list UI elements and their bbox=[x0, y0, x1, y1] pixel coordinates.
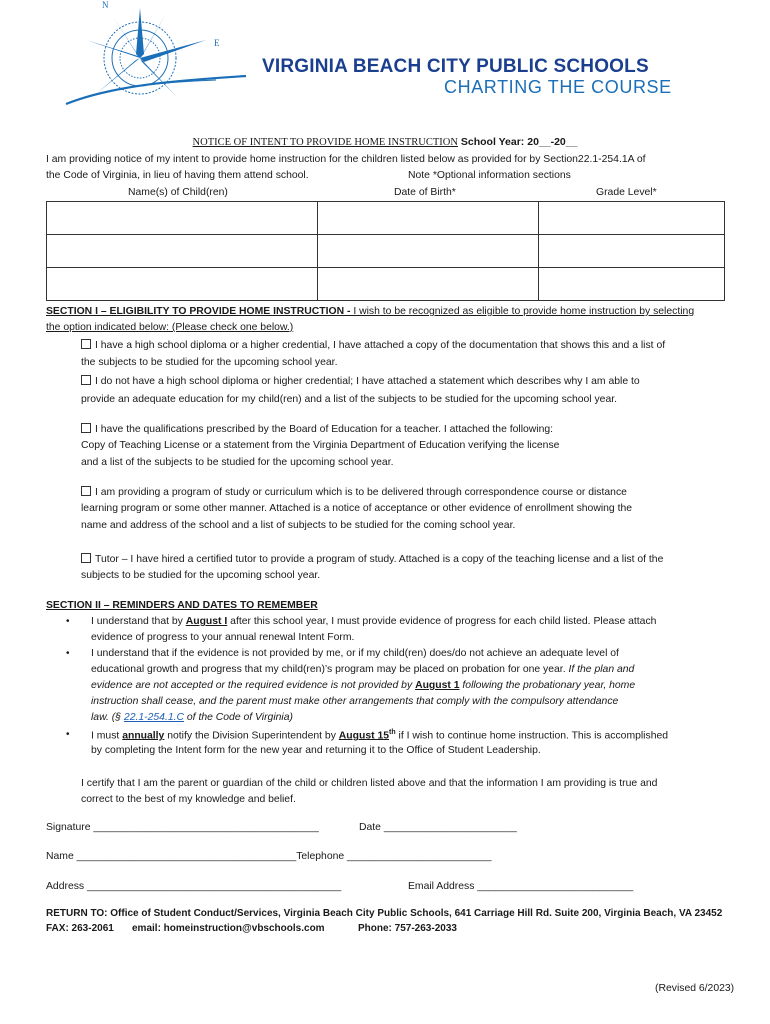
bullet-2-l2-pre: educational growth and progress that my child(ren)’s program may be placed on probation for one year. bbox=[91, 664, 569, 675]
col-header-dob: Date of Birth* bbox=[394, 187, 456, 198]
col-header-grade: Grade Level* bbox=[596, 187, 657, 198]
option-4 bbox=[81, 486, 627, 498]
bullet-1-marker: • bbox=[66, 616, 70, 627]
option-3-line-3: and a list of the subjects to be studied for the upcoming school year. bbox=[81, 457, 394, 468]
bullet-3-marker: • bbox=[66, 729, 70, 740]
option-1 bbox=[81, 339, 665, 351]
certify-line-2: correct to the best of my knowledge and belief. bbox=[81, 794, 296, 805]
child-grade-cell[interactable] bbox=[539, 268, 725, 301]
option-1-line-2: the subjects to be studied for the upcoming school year. bbox=[81, 357, 338, 368]
child-grade-cell[interactable] bbox=[539, 235, 725, 268]
child-name-cell[interactable] bbox=[47, 268, 318, 301]
child-dob-cell[interactable] bbox=[318, 268, 539, 301]
form-title-main: NOTICE OF INTENT TO PROVIDE HOME INSTRUCTION bbox=[192, 137, 458, 148]
option-2-line-2: provide an adequate education for my child(ren) and a list of the subjects to be studied for the upcoming school year. bbox=[81, 394, 618, 405]
section2-heading: SECTION II – REMINDERS AND DATES TO REMEMBER bbox=[46, 600, 318, 611]
section1-intro-line-2: the option indicated below: (Please check one below.) bbox=[46, 322, 294, 333]
option-4-text: I am providing a program of study or curriculum which is to be delivered through correspondence course or distance bbox=[95, 487, 627, 498]
option-4-checkbox[interactable] bbox=[81, 486, 91, 496]
tagline: CHARTING THE COURSE bbox=[444, 77, 672, 97]
bullet-3-date: August 15 bbox=[338, 730, 390, 742]
bullet-2: I understand that if the evidence is not provided by me, or if my child(ren) does/do not achieve an adequate level of bbox=[91, 648, 619, 659]
bullet-2-l2-italic: If the plan and bbox=[568, 664, 635, 675]
return-email: email: homeinstruction@vbschools.com bbox=[132, 923, 325, 934]
intro-line-1: I am providing notice of my intent to provide home instruction for the children listed below as provided for by Section22.1-254.1A of bbox=[46, 154, 646, 165]
email-field[interactable]: Email Address ___________________________ bbox=[408, 881, 634, 892]
option-4-line-2: learning program or some other manner. Attached is a notice of acceptance or other evidence of enrollment showing the bbox=[81, 503, 633, 514]
bullet-3 bbox=[91, 729, 668, 741]
bullet-3-annually: annually bbox=[122, 730, 165, 742]
child-name-cell[interactable] bbox=[47, 235, 318, 268]
bullet-2-l5-pre: law. (§ bbox=[91, 712, 124, 723]
option-3-text: I have the qualifications prescribed by the Board of Education for a teacher. I attached the following: bbox=[95, 424, 554, 435]
name-telephone-field[interactable]: Name ______________________________________Telephone _________________________ bbox=[46, 851, 492, 862]
revised-date: (Revised 6/2023) bbox=[655, 983, 735, 994]
table-row bbox=[47, 235, 725, 268]
col-header-name: Name(s) of Child(ren) bbox=[128, 187, 228, 198]
signature-field[interactable]: Signature _______________________________________ bbox=[46, 822, 319, 833]
child-dob-cell[interactable] bbox=[318, 202, 539, 235]
bullet-2-line-2 bbox=[91, 664, 634, 675]
child-dob-cell[interactable] bbox=[318, 235, 539, 268]
section1-heading: SECTION I – ELIGIBILITY TO PROVIDE HOME INSTRUCTION - bbox=[46, 306, 351, 317]
option-3-checkbox[interactable] bbox=[81, 423, 91, 433]
date-field[interactable]: Date _______________________ bbox=[359, 822, 517, 833]
option-5 bbox=[81, 553, 663, 565]
bullet-1-line-2: evidence of progress to your annual renewal Intent Form. bbox=[91, 632, 355, 643]
bullet-2-line-5 bbox=[91, 712, 293, 723]
certify-line-1: I certify that I am the parent or guardian of the child or children listed above and that the information I am providing is true and bbox=[81, 778, 658, 789]
table-row bbox=[47, 268, 725, 301]
bullet-2-line-4: instruction shall cease, and the parent must make other arrangements that comply with the compulsory attendance bbox=[91, 696, 619, 707]
compass-logo bbox=[56, 0, 256, 110]
option-5-line-2: subjects to be studied for the upcoming school year. bbox=[81, 570, 321, 581]
bullet-3-line-2: by completing the Intent form for the new year and returning it to the Office of Student Leadership. bbox=[91, 745, 541, 756]
option-5-checkbox[interactable] bbox=[81, 553, 91, 563]
children-table bbox=[46, 201, 725, 301]
option-1-checkbox[interactable] bbox=[81, 339, 91, 349]
compass-letter-n: N bbox=[102, 0, 109, 10]
option-5-text: Tutor – I have hired a certified tutor to provide a program of study. Attached is a copy of the teaching license and a list of the bbox=[95, 554, 664, 565]
bullet-2-marker: • bbox=[66, 648, 70, 659]
return-to-line: RETURN TO: Office of Student Conduct/Services, Virginia Beach City Public Schools, 641 Carriage Hill Rd. Suite 200, Virginia Beach, VA 23452 bbox=[46, 908, 723, 919]
option-4-line-3: name and address of the school and a list of subjects to be studied for the coming school year. bbox=[81, 520, 516, 531]
option-3 bbox=[81, 423, 553, 435]
bullet-2-date: August 1 bbox=[415, 680, 460, 691]
org-name: VIRGINIA BEACH CITY PUBLIC SCHOOLS bbox=[262, 56, 649, 77]
section1-intro-rest: I wish to be recognized as eligible to provide home instruction by selecting bbox=[350, 306, 695, 317]
bullet-2-line-3 bbox=[91, 680, 635, 691]
option-2-text: I do not have a high school diploma or higher credential; I have attached a statement which describes why I am able to bbox=[95, 376, 640, 387]
option-1-text: I have a high school diploma or a higher credential, I have attached a copy of the documentation that shows this and a list of bbox=[95, 340, 666, 351]
child-grade-cell[interactable] bbox=[539, 202, 725, 235]
return-phone: Phone: 757-263-2033 bbox=[358, 923, 457, 934]
bullet-2-l5-post: of the Code of Virginia) bbox=[184, 712, 293, 723]
bullet-3-post: if I wish to continue home instruction. This is accomplished bbox=[395, 730, 669, 742]
section1-intro bbox=[46, 306, 694, 317]
child-name-cell[interactable] bbox=[47, 202, 318, 235]
option-2 bbox=[81, 375, 640, 387]
option-3-line-2: Copy of Teaching License or a statement from the Virginia Department of Education verifying the license bbox=[81, 440, 560, 451]
bullet-1-post: after this school year, I must provide evidence of progress for each child listed. Please attach bbox=[227, 616, 657, 627]
bullet-1-pre: I understand that by bbox=[91, 616, 186, 627]
intro-line-2: the Code of Virginia, in lieu of having them attend school. bbox=[46, 170, 309, 181]
table-row bbox=[47, 202, 725, 235]
form-title bbox=[0, 136, 770, 148]
code-of-virginia-link[interactable]: 22.1-254.1.C bbox=[123, 712, 184, 723]
bullet-1-date: August I bbox=[185, 616, 228, 627]
optional-note: Note *Optional information sections bbox=[408, 170, 571, 181]
bullet-3-pre: I must bbox=[91, 730, 123, 742]
compass-letter-e: E bbox=[214, 38, 220, 48]
bullet-2-l3-post: following the probationary year, home bbox=[459, 680, 636, 691]
address-field[interactable]: Address ____________________________________________ bbox=[46, 881, 342, 892]
bullet-3-sup: th bbox=[389, 729, 396, 736]
fax-number: FAX: 263-2061 bbox=[46, 923, 114, 934]
option-2-checkbox[interactable] bbox=[81, 375, 91, 385]
bullet-3-mid: notify the Division Superintendent by bbox=[164, 730, 339, 742]
bullet-2-l3-pre: evidence are not accepted or the required evidence is not provided by bbox=[91, 680, 416, 691]
school-year: School Year: 20__-20__ bbox=[460, 136, 578, 148]
bullet-1 bbox=[91, 616, 656, 627]
